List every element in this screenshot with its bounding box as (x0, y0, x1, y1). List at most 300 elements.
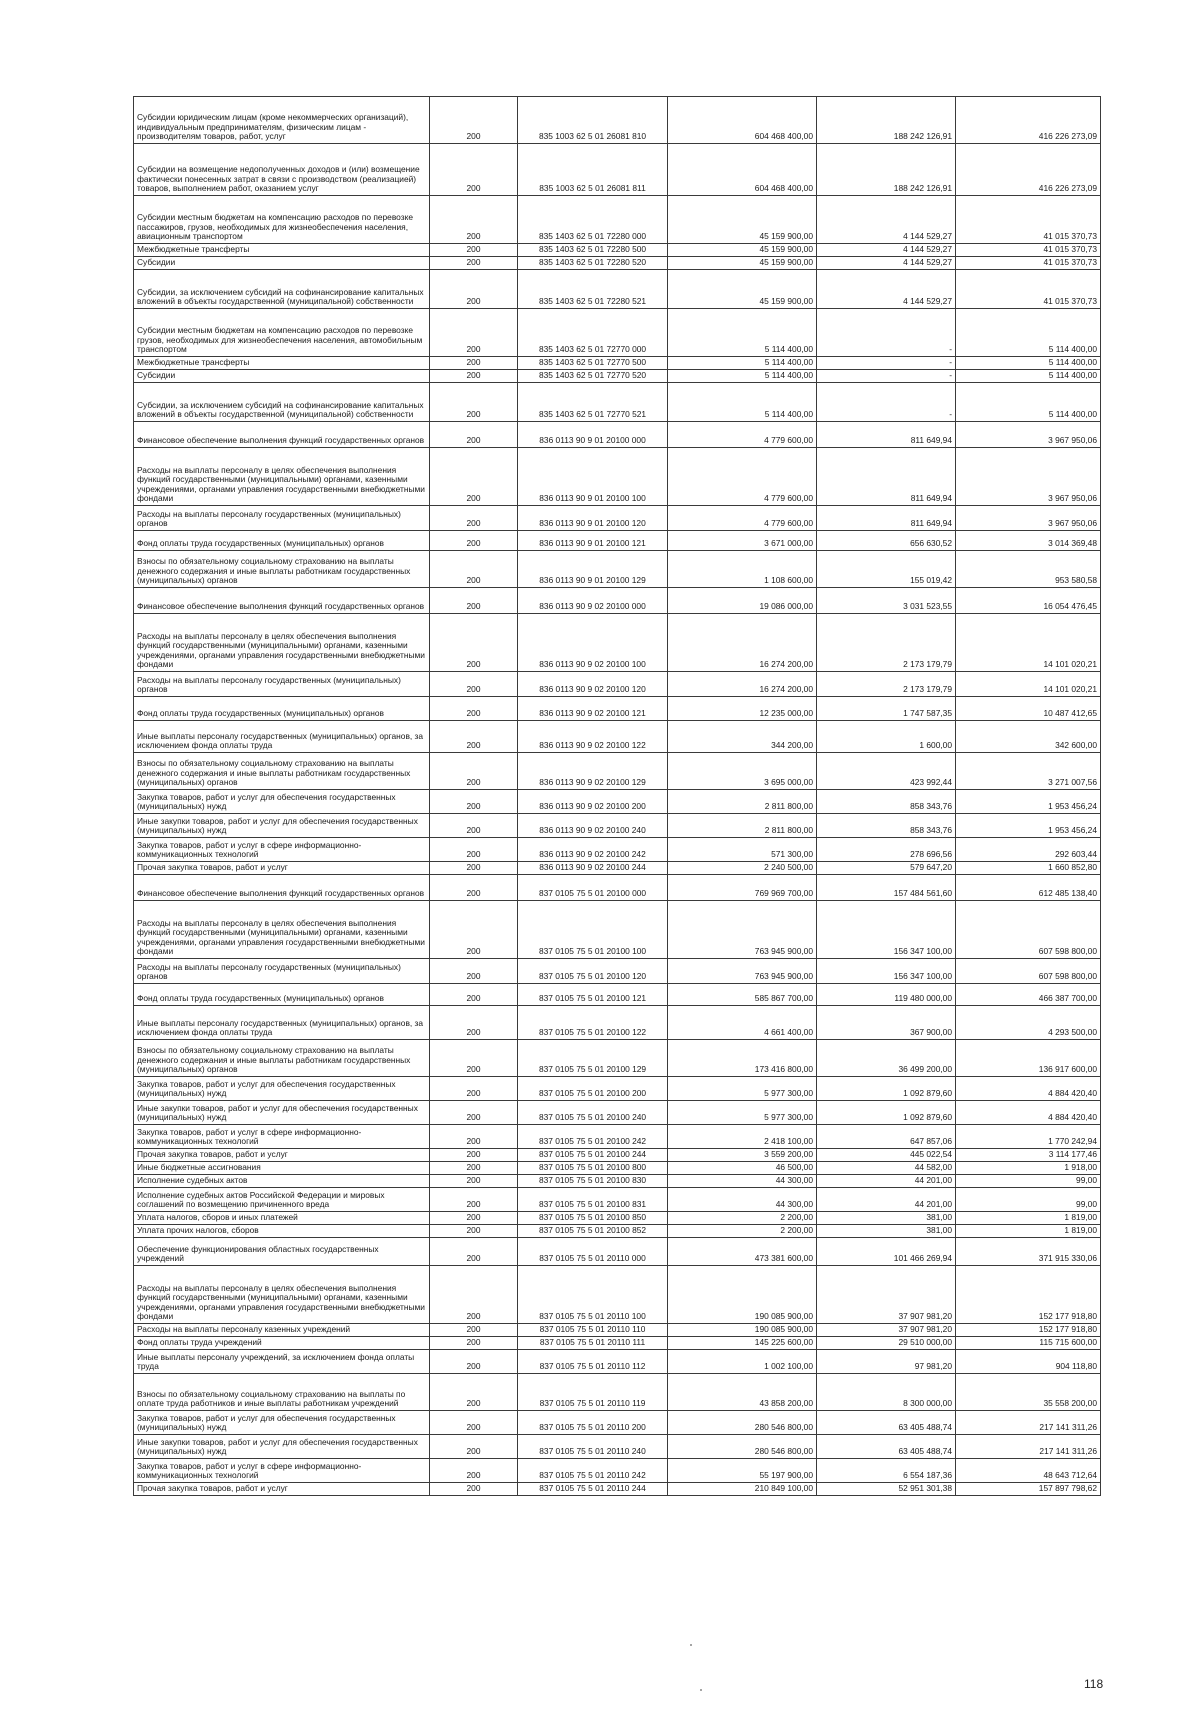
row-remaining-cell: 1 918,00 (956, 1162, 1101, 1175)
row-assigned-cell: 19 086 000,00 (668, 588, 817, 614)
row-name-cell: Закупка товаров, работ и услуг в сфере информационно-коммуникационных технологий (134, 1459, 430, 1483)
row-kbk-cell: 836 0113 90 9 02 20100 120 (518, 672, 668, 697)
row-name-cell: Субсидии, за исключением субсидий на софинансирование капитальных вложений в объекты государственной (муниципальной) собственности (134, 383, 430, 422)
row-kbk-cell: 837 0105 75 5 01 20100 129 (518, 1040, 668, 1077)
row-name-cell: Взносы по обязательному социальному страхованию на выплаты денежного содержания и иные выплаты работникам государственных (муниципальных) органов (134, 1040, 430, 1077)
row-code-cell: 200 (430, 875, 518, 901)
row-executed-cell: 37 907 981,20 (817, 1266, 956, 1324)
row-kbk-cell: 835 1403 62 5 01 72770 521 (518, 383, 668, 422)
table-row (134, 984, 1101, 1006)
row-executed-cell: 6 554 187,36 (817, 1459, 956, 1483)
row-remaining-cell: 5 114 400,00 (956, 370, 1101, 383)
table-row (134, 1374, 1101, 1411)
row-name-cell: Обеспечение функционирования областных государственных учреждений (134, 1238, 430, 1266)
row-code-cell: 200 (430, 1162, 518, 1175)
row-remaining-cell: 342 600,00 (956, 721, 1101, 753)
row-code-cell: 200 (430, 901, 518, 959)
row-executed-cell: 156 347 100,00 (817, 959, 956, 984)
row-assigned-cell: 3 671 000,00 (668, 531, 817, 551)
row-executed-cell: 101 466 269,94 (817, 1238, 956, 1266)
row-executed-cell: 1 747 587,35 (817, 697, 956, 721)
row-code-cell: 200 (430, 144, 518, 196)
row-remaining-cell: 10 487 412,65 (956, 697, 1101, 721)
row-name-cell: Иные закупки товаров, работ и услуг для обеспечения государственных (муниципальных) нужд (134, 814, 430, 838)
row-name-cell: Взносы по обязательному социальному страхованию на выплаты по оплате труда работников и иные выплаты работникам учреждений (134, 1374, 430, 1411)
row-code-cell: 200 (430, 97, 518, 144)
row-assigned-cell: 2 200,00 (668, 1225, 817, 1238)
row-executed-cell: - (817, 309, 956, 357)
row-name-cell: Иные закупки товаров, работ и услуг для обеспечения государственных (муниципальных) нужд (134, 1435, 430, 1459)
row-kbk-cell: 835 1403 62 5 01 72280 521 (518, 270, 668, 309)
row-remaining-cell: 953 580,58 (956, 551, 1101, 588)
row-kbk-cell: 837 0105 75 5 01 20110 112 (518, 1350, 668, 1374)
row-assigned-cell: 2 240 500,00 (668, 862, 817, 875)
row-assigned-cell: 173 416 800,00 (668, 1040, 817, 1077)
row-code-cell: 200 (430, 531, 518, 551)
row-executed-cell: 811 649,94 (817, 448, 956, 506)
table-row (134, 1125, 1101, 1149)
row-kbk-cell: 835 1003 62 5 01 26081 811 (518, 144, 668, 196)
row-code-cell: 200 (430, 1212, 518, 1225)
row-executed-cell: 44 201,00 (817, 1188, 956, 1212)
table-row (134, 1435, 1101, 1459)
table-row (134, 531, 1101, 551)
row-executed-cell: 3 031 523,55 (817, 588, 956, 614)
row-executed-cell: 445 022,54 (817, 1149, 956, 1162)
row-name-cell: Расходы на выплаты персоналу в целях обеспечения выполнения функций государственными (муниципальными) органами, казенными учреждениями, органами управления государственными внебюджетными фондами (134, 448, 430, 506)
row-assigned-cell: 2 418 100,00 (668, 1125, 817, 1149)
row-code-cell: 200 (430, 1149, 518, 1162)
row-code-cell: 200 (430, 753, 518, 790)
row-code-cell: 200 (430, 1483, 518, 1496)
row-code-cell: 200 (430, 506, 518, 531)
row-code-cell: 200 (430, 1324, 518, 1337)
row-name-cell: Иные выплаты персоналу учреждений, за исключением фонда оплаты труда (134, 1350, 430, 1374)
row-name-cell: Закупка товаров, работ и услуг для обеспечения государственных (муниципальных) нужд (134, 790, 430, 814)
row-name-cell: Иные закупки товаров, работ и услуг для обеспечения государственных (муниципальных) нужд (134, 1101, 430, 1125)
row-name-cell: Субсидии местным бюджетам на компенсацию расходов по перевозке грузов, необходимых для жизнеобеспечения населения, автомобильным транспортом (134, 309, 430, 357)
row-code-cell: 200 (430, 1077, 518, 1101)
row-kbk-cell: 837 0105 75 5 01 20110 200 (518, 1411, 668, 1435)
table-row (134, 1225, 1101, 1238)
table-body (134, 97, 1101, 1496)
row-code-cell: 200 (430, 1101, 518, 1125)
table-row (134, 448, 1101, 506)
table-row (134, 1350, 1101, 1374)
row-kbk-cell: 835 1403 62 5 01 72770 520 (518, 370, 668, 383)
scan-speck (690, 1644, 692, 1646)
row-assigned-cell: 44 300,00 (668, 1175, 817, 1188)
table-row (134, 790, 1101, 814)
row-assigned-cell: 4 779 600,00 (668, 422, 817, 448)
row-assigned-cell: 604 468 400,00 (668, 97, 817, 144)
row-code-cell: 200 (430, 1125, 518, 1149)
row-executed-cell: 858 343,76 (817, 790, 956, 814)
row-assigned-cell: 44 300,00 (668, 1188, 817, 1212)
row-executed-cell: 1 600,00 (817, 721, 956, 753)
table-row (134, 672, 1101, 697)
table-row (134, 1212, 1101, 1225)
row-remaining-cell: 5 114 400,00 (956, 309, 1101, 357)
table-row (134, 1459, 1101, 1483)
row-assigned-cell: 5 114 400,00 (668, 357, 817, 370)
row-assigned-cell: 46 500,00 (668, 1162, 817, 1175)
table-row (134, 588, 1101, 614)
row-assigned-cell: 280 546 800,00 (668, 1435, 817, 1459)
row-name-cell: Финансовое обеспечение выполнения функций государственных органов (134, 588, 430, 614)
row-remaining-cell: 612 485 138,40 (956, 875, 1101, 901)
row-kbk-cell: 837 0105 75 5 01 20100 000 (518, 875, 668, 901)
row-remaining-cell: 152 177 918,80 (956, 1324, 1101, 1337)
row-kbk-cell: 836 0113 90 9 02 20100 244 (518, 862, 668, 875)
row-assigned-cell: 45 159 900,00 (668, 257, 817, 270)
table-row (134, 1238, 1101, 1266)
row-assigned-cell: 2 200,00 (668, 1212, 817, 1225)
row-code-cell: 200 (430, 984, 518, 1006)
row-name-cell: Закупка товаров, работ и услуг в сфере информационно-коммуникационных технологий (134, 838, 430, 862)
row-kbk-cell: 837 0105 75 5 01 20110 000 (518, 1238, 668, 1266)
row-remaining-cell: 115 715 600,00 (956, 1337, 1101, 1350)
row-name-cell: Фонд оплаты труда государственных (муниципальных) органов (134, 531, 430, 551)
table-row (134, 721, 1101, 753)
row-assigned-cell: 16 274 200,00 (668, 614, 817, 672)
row-name-cell: Межбюджетные трансферты (134, 357, 430, 370)
row-name-cell: Расходы на выплаты персоналу в целях обеспечения выполнения функций государственными (муниципальными) органами, казенными учреждениями, органами управления государственными внебюджетными фондами (134, 901, 430, 959)
row-executed-cell: 2 173 179,79 (817, 672, 956, 697)
row-kbk-cell: 837 0105 75 5 01 20100 852 (518, 1225, 668, 1238)
row-executed-cell: 97 981,20 (817, 1350, 956, 1374)
table-row (134, 357, 1101, 370)
table-row (134, 506, 1101, 531)
table-row (134, 370, 1101, 383)
row-name-cell: Расходы на выплаты персоналу государственных (муниципальных) органов (134, 959, 430, 984)
row-remaining-cell: 416 226 273,09 (956, 144, 1101, 196)
row-kbk-cell: 837 0105 75 5 01 20100 800 (518, 1162, 668, 1175)
row-remaining-cell: 157 897 798,62 (956, 1483, 1101, 1496)
row-remaining-cell: 3 014 369,48 (956, 531, 1101, 551)
row-executed-cell: - (817, 370, 956, 383)
row-remaining-cell: 3 967 950,06 (956, 422, 1101, 448)
row-executed-cell: 63 405 488,74 (817, 1435, 956, 1459)
row-assigned-cell: 45 159 900,00 (668, 270, 817, 309)
row-assigned-cell: 210 849 100,00 (668, 1483, 817, 1496)
row-kbk-cell: 836 0113 90 9 01 20100 000 (518, 422, 668, 448)
row-executed-cell: 858 343,76 (817, 814, 956, 838)
row-kbk-cell: 836 0113 90 9 01 20100 129 (518, 551, 668, 588)
table-row (134, 1483, 1101, 1496)
row-code-cell: 200 (430, 721, 518, 753)
row-executed-cell: 647 857,06 (817, 1125, 956, 1149)
row-kbk-cell: 837 0105 75 5 01 20100 122 (518, 1006, 668, 1040)
table-row (134, 144, 1101, 196)
row-assigned-cell: 473 381 600,00 (668, 1238, 817, 1266)
row-code-cell: 200 (430, 1188, 518, 1212)
row-code-cell: 200 (430, 422, 518, 448)
row-executed-cell: 367 900,00 (817, 1006, 956, 1040)
row-kbk-cell: 837 0105 75 5 01 20100 244 (518, 1149, 668, 1162)
row-assigned-cell: 280 546 800,00 (668, 1411, 817, 1435)
row-kbk-cell: 837 0105 75 5 01 20110 111 (518, 1337, 668, 1350)
row-executed-cell: 4 144 529,27 (817, 244, 956, 257)
row-remaining-cell: 416 226 273,09 (956, 97, 1101, 144)
row-executed-cell: 811 649,94 (817, 422, 956, 448)
row-remaining-cell: 14 101 020,21 (956, 672, 1101, 697)
row-name-cell: Фонд оплаты труда государственных (муниципальных) органов (134, 697, 430, 721)
row-name-cell: Расходы на выплаты персоналу в целях обеспечения выполнения функций государственными (муниципальными) органами, казенными учреждениями, органами управления государственными внебюджетными фондами (134, 614, 430, 672)
row-assigned-cell: 45 159 900,00 (668, 244, 817, 257)
row-assigned-cell: 45 159 900,00 (668, 196, 817, 244)
row-remaining-cell: 1 770 242,94 (956, 1125, 1101, 1149)
row-code-cell: 200 (430, 697, 518, 721)
row-executed-cell: 656 630,52 (817, 531, 956, 551)
row-name-cell: Исполнение судебных актов Российской Федерации и мировых соглашений по возмещению причиненного вреда (134, 1188, 430, 1212)
row-kbk-cell: 835 1403 62 5 01 72770 500 (518, 357, 668, 370)
row-executed-cell: 579 647,20 (817, 862, 956, 875)
row-name-cell: Межбюджетные трансферты (134, 244, 430, 257)
row-code-cell: 200 (430, 1411, 518, 1435)
row-kbk-cell: 835 1403 62 5 01 72280 500 (518, 244, 668, 257)
row-name-cell: Расходы на выплаты персоналу в целях обеспечения выполнения функций государственными (муниципальными) органами, казенными учреждениями, органами управления государственными внебюджетными фондами (134, 1266, 430, 1324)
row-executed-cell: 4 144 529,27 (817, 196, 956, 244)
row-kbk-cell: 836 0113 90 9 02 20100 240 (518, 814, 668, 838)
row-kbk-cell: 836 0113 90 9 02 20100 129 (518, 753, 668, 790)
table-row (134, 838, 1101, 862)
row-executed-cell: - (817, 383, 956, 422)
row-name-cell: Иные выплаты персоналу государственных (муниципальных) органов, за исключением фонда оплаты труда (134, 1006, 430, 1040)
row-executed-cell: 2 173 179,79 (817, 614, 956, 672)
table-row (134, 383, 1101, 422)
row-kbk-cell: 835 1003 62 5 01 26081 810 (518, 97, 668, 144)
table-row (134, 309, 1101, 357)
row-code-cell: 200 (430, 383, 518, 422)
row-remaining-cell: 16 054 476,45 (956, 588, 1101, 614)
row-executed-cell: 4 144 529,27 (817, 270, 956, 309)
row-assigned-cell: 43 858 200,00 (668, 1374, 817, 1411)
row-remaining-cell: 99,00 (956, 1175, 1101, 1188)
row-name-cell: Субсидии (134, 257, 430, 270)
row-kbk-cell: 836 0113 90 9 01 20100 100 (518, 448, 668, 506)
table-row (134, 196, 1101, 244)
row-remaining-cell: 1 819,00 (956, 1225, 1101, 1238)
row-code-cell: 200 (430, 1040, 518, 1077)
row-remaining-cell: 904 118,80 (956, 1350, 1101, 1374)
row-kbk-cell: 837 0105 75 5 01 20110 110 (518, 1324, 668, 1337)
row-code-cell: 200 (430, 1238, 518, 1266)
row-executed-cell: 278 696,56 (817, 838, 956, 862)
row-name-cell: Закупка товаров, работ и услуг для обеспечения государственных (муниципальных) нужд (134, 1411, 430, 1435)
row-kbk-cell: 837 0105 75 5 01 20100 200 (518, 1077, 668, 1101)
row-assigned-cell: 604 468 400,00 (668, 144, 817, 196)
row-code-cell: 200 (430, 1175, 518, 1188)
row-name-cell: Уплата налогов, сборов и иных платежей (134, 1212, 430, 1225)
row-assigned-cell: 1 002 100,00 (668, 1350, 817, 1374)
table-row (134, 1149, 1101, 1162)
row-executed-cell: 37 907 981,20 (817, 1324, 956, 1337)
row-executed-cell: 29 510 000,00 (817, 1337, 956, 1350)
row-code-cell: 200 (430, 814, 518, 838)
row-name-cell: Прочая закупка товаров, работ и услуг (134, 1483, 430, 1496)
row-name-cell: Субсидии, за исключением субсидий на софинансирование капитальных вложений в объекты государственной (муниципальной) собственности (134, 270, 430, 309)
row-code-cell: 200 (430, 790, 518, 814)
row-remaining-cell: 371 915 330,06 (956, 1238, 1101, 1266)
table-row (134, 1175, 1101, 1188)
row-executed-cell: 1 092 879,60 (817, 1101, 956, 1125)
row-code-cell: 200 (430, 1337, 518, 1350)
row-remaining-cell: 3 271 007,56 (956, 753, 1101, 790)
row-remaining-cell: 607 598 800,00 (956, 901, 1101, 959)
row-assigned-cell: 763 945 900,00 (668, 959, 817, 984)
row-kbk-cell: 837 0105 75 5 01 20100 831 (518, 1188, 668, 1212)
table-row (134, 1324, 1101, 1337)
table-row (134, 257, 1101, 270)
row-executed-cell: 156 347 100,00 (817, 901, 956, 959)
row-assigned-cell: 145 225 600,00 (668, 1337, 817, 1350)
row-assigned-cell: 5 114 400,00 (668, 309, 817, 357)
row-code-cell: 200 (430, 838, 518, 862)
row-remaining-cell: 3 967 950,06 (956, 506, 1101, 531)
row-code-cell: 200 (430, 370, 518, 383)
row-code-cell: 200 (430, 270, 518, 309)
row-name-cell: Субсидии юридическим лицам (кроме некоммерческих организаций), индивидуальным предпринимателям, физическим лицам - производителям товаров, работ, услуг (134, 97, 430, 144)
row-name-cell: Исполнение судебных актов (134, 1175, 430, 1188)
table-row (134, 875, 1101, 901)
row-assigned-cell: 2 811 800,00 (668, 790, 817, 814)
row-remaining-cell: 4 884 420,40 (956, 1101, 1101, 1125)
row-kbk-cell: 836 0113 90 9 02 20100 122 (518, 721, 668, 753)
row-assigned-cell: 571 300,00 (668, 838, 817, 862)
row-remaining-cell: 3 967 950,06 (956, 448, 1101, 506)
row-assigned-cell: 4 779 600,00 (668, 448, 817, 506)
row-name-cell: Закупка товаров, работ и услуг в сфере информационно-коммуникационных технологий (134, 1125, 430, 1149)
row-executed-cell: 36 499 200,00 (817, 1040, 956, 1077)
row-assigned-cell: 763 945 900,00 (668, 901, 817, 959)
table-row (134, 1337, 1101, 1350)
table-row (134, 814, 1101, 838)
row-name-cell: Субсидии (134, 370, 430, 383)
row-kbk-cell: 837 0105 75 5 01 20100 240 (518, 1101, 668, 1125)
row-remaining-cell: 217 141 311,26 (956, 1411, 1101, 1435)
row-remaining-cell: 152 177 918,80 (956, 1266, 1101, 1324)
table-row (134, 422, 1101, 448)
table-row (134, 1077, 1101, 1101)
row-code-cell: 200 (430, 196, 518, 244)
row-remaining-cell: 466 387 700,00 (956, 984, 1101, 1006)
row-executed-cell: 811 649,94 (817, 506, 956, 531)
budget-execution-table (133, 96, 1101, 1496)
row-remaining-cell: 607 598 800,00 (956, 959, 1101, 984)
row-kbk-cell: 837 0105 75 5 01 20110 100 (518, 1266, 668, 1324)
row-executed-cell: 188 242 126,91 (817, 97, 956, 144)
row-kbk-cell: 837 0105 75 5 01 20100 100 (518, 901, 668, 959)
row-code-cell: 200 (430, 1374, 518, 1411)
row-assigned-cell: 4 779 600,00 (668, 506, 817, 531)
table-row (134, 614, 1101, 672)
row-kbk-cell: 837 0105 75 5 01 20100 830 (518, 1175, 668, 1188)
row-name-cell: Иные выплаты персоналу государственных (муниципальных) органов, за исключением фонда оплаты труда (134, 721, 430, 753)
row-name-cell: Субсидии на возмещение недополученных доходов и (или) возмещение фактически понесенных затрат в связи с производством (реализацией) товаров, выполнением работ, оказанием услуг (134, 144, 430, 196)
row-name-cell: Уплата прочих налогов, сборов (134, 1225, 430, 1238)
row-assigned-cell: 5 977 300,00 (668, 1101, 817, 1125)
page-number: 118 (1084, 1677, 1104, 1691)
row-executed-cell: 155 019,42 (817, 551, 956, 588)
row-executed-cell: 8 300 000,00 (817, 1374, 956, 1411)
row-remaining-cell: 4 293 500,00 (956, 1006, 1101, 1040)
row-assigned-cell: 1 108 600,00 (668, 551, 817, 588)
row-code-cell: 200 (430, 959, 518, 984)
row-remaining-cell: 1 953 456,24 (956, 814, 1101, 838)
row-remaining-cell: 41 015 370,73 (956, 244, 1101, 257)
table-row (134, 244, 1101, 257)
table-row (134, 1188, 1101, 1212)
row-name-cell: Расходы на выплаты персоналу государственных (муниципальных) органов (134, 672, 430, 697)
table-row (134, 959, 1101, 984)
row-kbk-cell: 835 1403 62 5 01 72280 520 (518, 257, 668, 270)
row-assigned-cell: 3 695 000,00 (668, 753, 817, 790)
table-row (134, 270, 1101, 309)
row-name-cell: Закупка товаров, работ и услуг для обеспечения государственных (муниципальных) нужд (134, 1077, 430, 1101)
row-executed-cell: 52 951 301,38 (817, 1483, 956, 1496)
row-name-cell: Расходы на выплаты персоналу казенных учреждений (134, 1324, 430, 1337)
row-executed-cell: - (817, 357, 956, 370)
row-kbk-cell: 837 0105 75 5 01 20100 242 (518, 1125, 668, 1149)
row-name-cell: Финансовое обеспечение выполнения функций государственных органов (134, 875, 430, 901)
row-remaining-cell: 5 114 400,00 (956, 383, 1101, 422)
row-assigned-cell: 190 085 900,00 (668, 1266, 817, 1324)
row-code-cell: 200 (430, 588, 518, 614)
row-assigned-cell: 585 867 700,00 (668, 984, 817, 1006)
row-executed-cell: 157 484 561,60 (817, 875, 956, 901)
row-remaining-cell: 1 660 852,80 (956, 862, 1101, 875)
row-code-cell: 200 (430, 1225, 518, 1238)
row-assigned-cell: 190 085 900,00 (668, 1324, 817, 1337)
table-row (134, 1162, 1101, 1175)
row-executed-cell: 119 480 000,00 (817, 984, 956, 1006)
row-assigned-cell: 3 559 200,00 (668, 1149, 817, 1162)
row-executed-cell: 423 992,44 (817, 753, 956, 790)
row-code-cell: 200 (430, 357, 518, 370)
row-name-cell: Субсидии местным бюджетам на компенсацию расходов по перевозке пассажиров, грузов, необходимых для жизнеобеспечения населения, авиационным транспортом (134, 196, 430, 244)
row-remaining-cell: 35 558 200,00 (956, 1374, 1101, 1411)
row-code-cell: 200 (430, 672, 518, 697)
row-remaining-cell: 4 884 420,40 (956, 1077, 1101, 1101)
row-kbk-cell: 836 0113 90 9 02 20100 242 (518, 838, 668, 862)
row-code-cell: 200 (430, 309, 518, 357)
row-name-cell: Фонд оплаты труда государственных (муниципальных) органов (134, 984, 430, 1006)
table-row (134, 97, 1101, 144)
row-code-cell: 200 (430, 244, 518, 257)
row-kbk-cell: 837 0105 75 5 01 20110 244 (518, 1483, 668, 1496)
row-name-cell: Фонд оплаты труда учреждений (134, 1337, 430, 1350)
row-kbk-cell: 835 1403 62 5 01 72280 000 (518, 196, 668, 244)
row-code-cell: 200 (430, 1459, 518, 1483)
row-executed-cell: 381,00 (817, 1225, 956, 1238)
row-remaining-cell: 99,00 (956, 1188, 1101, 1212)
row-executed-cell: 44 201,00 (817, 1175, 956, 1188)
row-remaining-cell: 14 101 020,21 (956, 614, 1101, 672)
table-row (134, 862, 1101, 875)
row-code-cell: 200 (430, 1350, 518, 1374)
row-executed-cell: 188 242 126,91 (817, 144, 956, 196)
row-remaining-cell: 292 603,44 (956, 838, 1101, 862)
row-assigned-cell: 5 977 300,00 (668, 1077, 817, 1101)
table-row (134, 901, 1101, 959)
row-name-cell: Прочая закупка товаров, работ и услуг (134, 1149, 430, 1162)
row-code-cell: 200 (430, 1435, 518, 1459)
row-name-cell: Взносы по обязательному социальному страхованию на выплаты денежного содержания и иные выплаты работникам государственных (муниципальных) органов (134, 753, 430, 790)
row-executed-cell: 4 144 529,27 (817, 257, 956, 270)
row-assigned-cell: 16 274 200,00 (668, 672, 817, 697)
row-code-cell: 200 (430, 257, 518, 270)
